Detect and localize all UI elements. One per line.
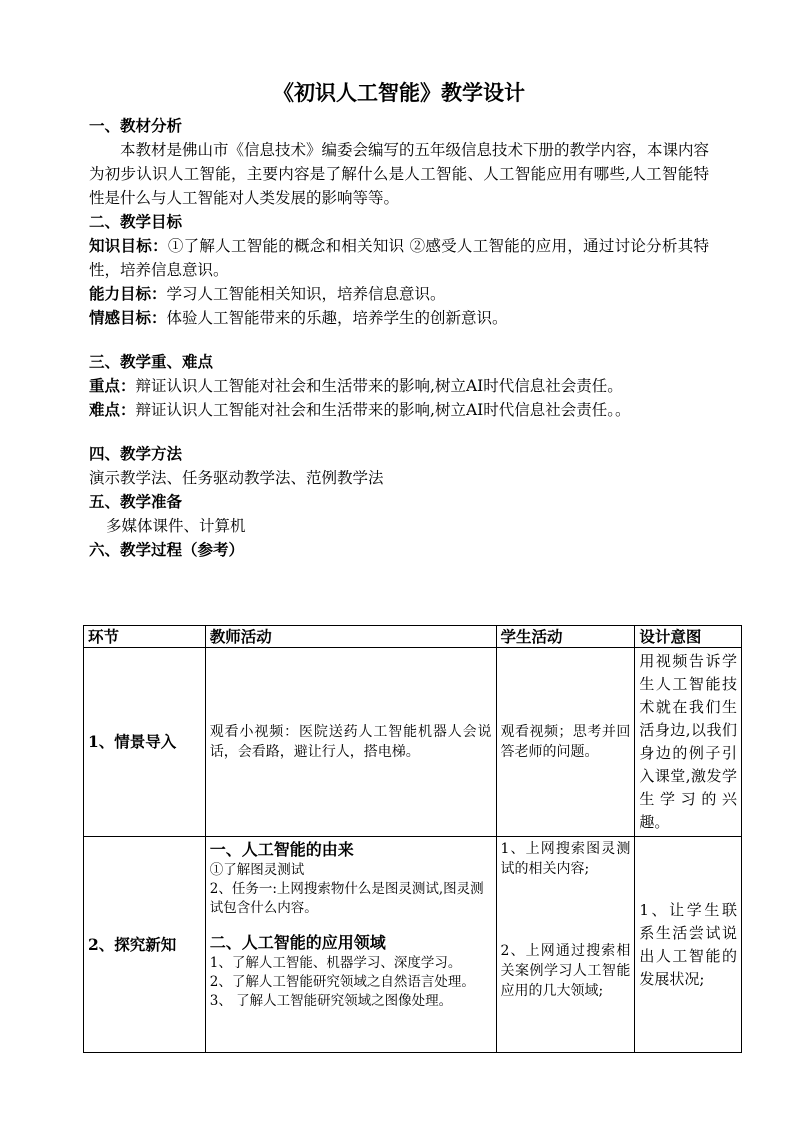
table-header-row <box>84 626 742 648</box>
stage-cell: 2、探究新知 <box>84 837 206 1053</box>
student-activity-cell <box>496 837 635 1053</box>
table-row <box>84 837 742 1053</box>
list-item: 3、 了解人工智能研究领域之图像处理。 <box>209 993 453 1009</box>
key-point-label: 重点： <box>89 376 136 395</box>
knowledge-text: ①了解人工智能的概念和相关知识 ②感受人工智能的应用，通过讨论分析其特性，培养信息意识。 <box>89 237 709 279</box>
header-teacher: 教师活动 <box>205 626 496 648</box>
knowledge-label: 知识目标： <box>89 236 168 255</box>
subheading-applications: 二、人工智能的应用领域 <box>209 933 386 952</box>
difficulty-label: 难点： <box>89 400 136 419</box>
section-heading-materials: 一、教材分析 <box>89 116 183 135</box>
header-student: 学生活动 <box>496 626 635 648</box>
section-heading-process: 六、教学过程（参考） <box>89 540 245 559</box>
ability-objective <box>89 282 709 306</box>
teacher-activity-cell <box>205 837 496 1053</box>
design-intent-cell: 1、让学生联系生活尝试说出人工智能的发展状况; <box>635 837 742 1053</box>
table-row <box>84 648 742 837</box>
key-point <box>89 374 709 398</box>
section-heading-key-points: 三、教学重、难点 <box>89 352 214 371</box>
ability-label: 能力目标： <box>89 284 167 303</box>
student-activity-cell: 观看视频；思考并回答老师的问题。 <box>496 648 635 837</box>
ability-text: 学习人工智能相关知识，培养信息意识。 <box>166 285 446 303</box>
emotion-objective <box>89 306 709 330</box>
list-item: 2、任务一:上网搜索物什么是图灵测试,图灵测试包含什么内容。 <box>209 881 484 916</box>
section-heading-objectives: 二、教学目标 <box>89 212 183 231</box>
emotion-label: 情感目标： <box>89 308 167 327</box>
section-heading-methods: 四、教学方法 <box>89 444 183 463</box>
difficulty-text: 辩证认识人工智能对社会和生活带来的影响,树立AI时代信息社会责任。。 <box>135 401 631 419</box>
list-item: 1、上网搜索图灵测试的相关内容; <box>500 841 631 877</box>
design-intent-cell: 用视频告诉学生人工智能技术就在我们生活身边,以我们身边的例子引入课堂,激发学生学习的兴趣。 <box>635 648 742 837</box>
stage-cell: 1、情景导入 <box>84 648 206 837</box>
materials-paragraph: 本教材是佛山市《信息技术》编委会编写的五年级信息技术下册的教学内容，本课内容为初步认识人工智能，主要内容是了解什么是人工智能、人工智能应用有哪些,人工智能特性是什么与人工智能对人类发展的影响等等。 <box>89 141 710 207</box>
list-item: ①了解图灵测试 <box>209 862 305 878</box>
list-item: 2、了解人工智能研究领域之自然语言处理。 <box>209 974 475 990</box>
teaching-process-table <box>83 625 742 1053</box>
difficulty <box>89 398 709 422</box>
subheading-origin: 一、人工智能的由来 <box>209 840 354 859</box>
teacher-activity-cell: 观看小视频：医院送药人工智能机器人会说话，会看路，避让行人，搭电梯。 <box>205 648 496 837</box>
methods-text: 演示教学法、任务驱动教学法、范例教学法 <box>89 469 384 487</box>
preparation-text: 多媒体课件、计算机 <box>106 517 246 535</box>
key-point-text: 辩证认识人工智能对社会和生活带来的影响,树立AI时代信息社会责任。 <box>135 377 623 395</box>
knowledge-objective <box>89 234 709 282</box>
page-title: 《初识人工智能》教学设计 <box>273 80 525 105</box>
list-item: 2、上网通过搜索相关案例学习人工智能应用的几大领域; <box>500 943 631 999</box>
list-item: 1、了解人工智能、机器学习、深度学习。 <box>209 955 462 971</box>
emotion-text: 体验人工智能带来的乐趣，培养学生的创新意识。 <box>166 309 508 327</box>
document-body <box>89 78 709 562</box>
header-intent: 设计意图 <box>635 626 742 648</box>
header-stage: 环节 <box>84 626 206 648</box>
section-heading-preparation: 五、教学准备 <box>89 492 183 511</box>
